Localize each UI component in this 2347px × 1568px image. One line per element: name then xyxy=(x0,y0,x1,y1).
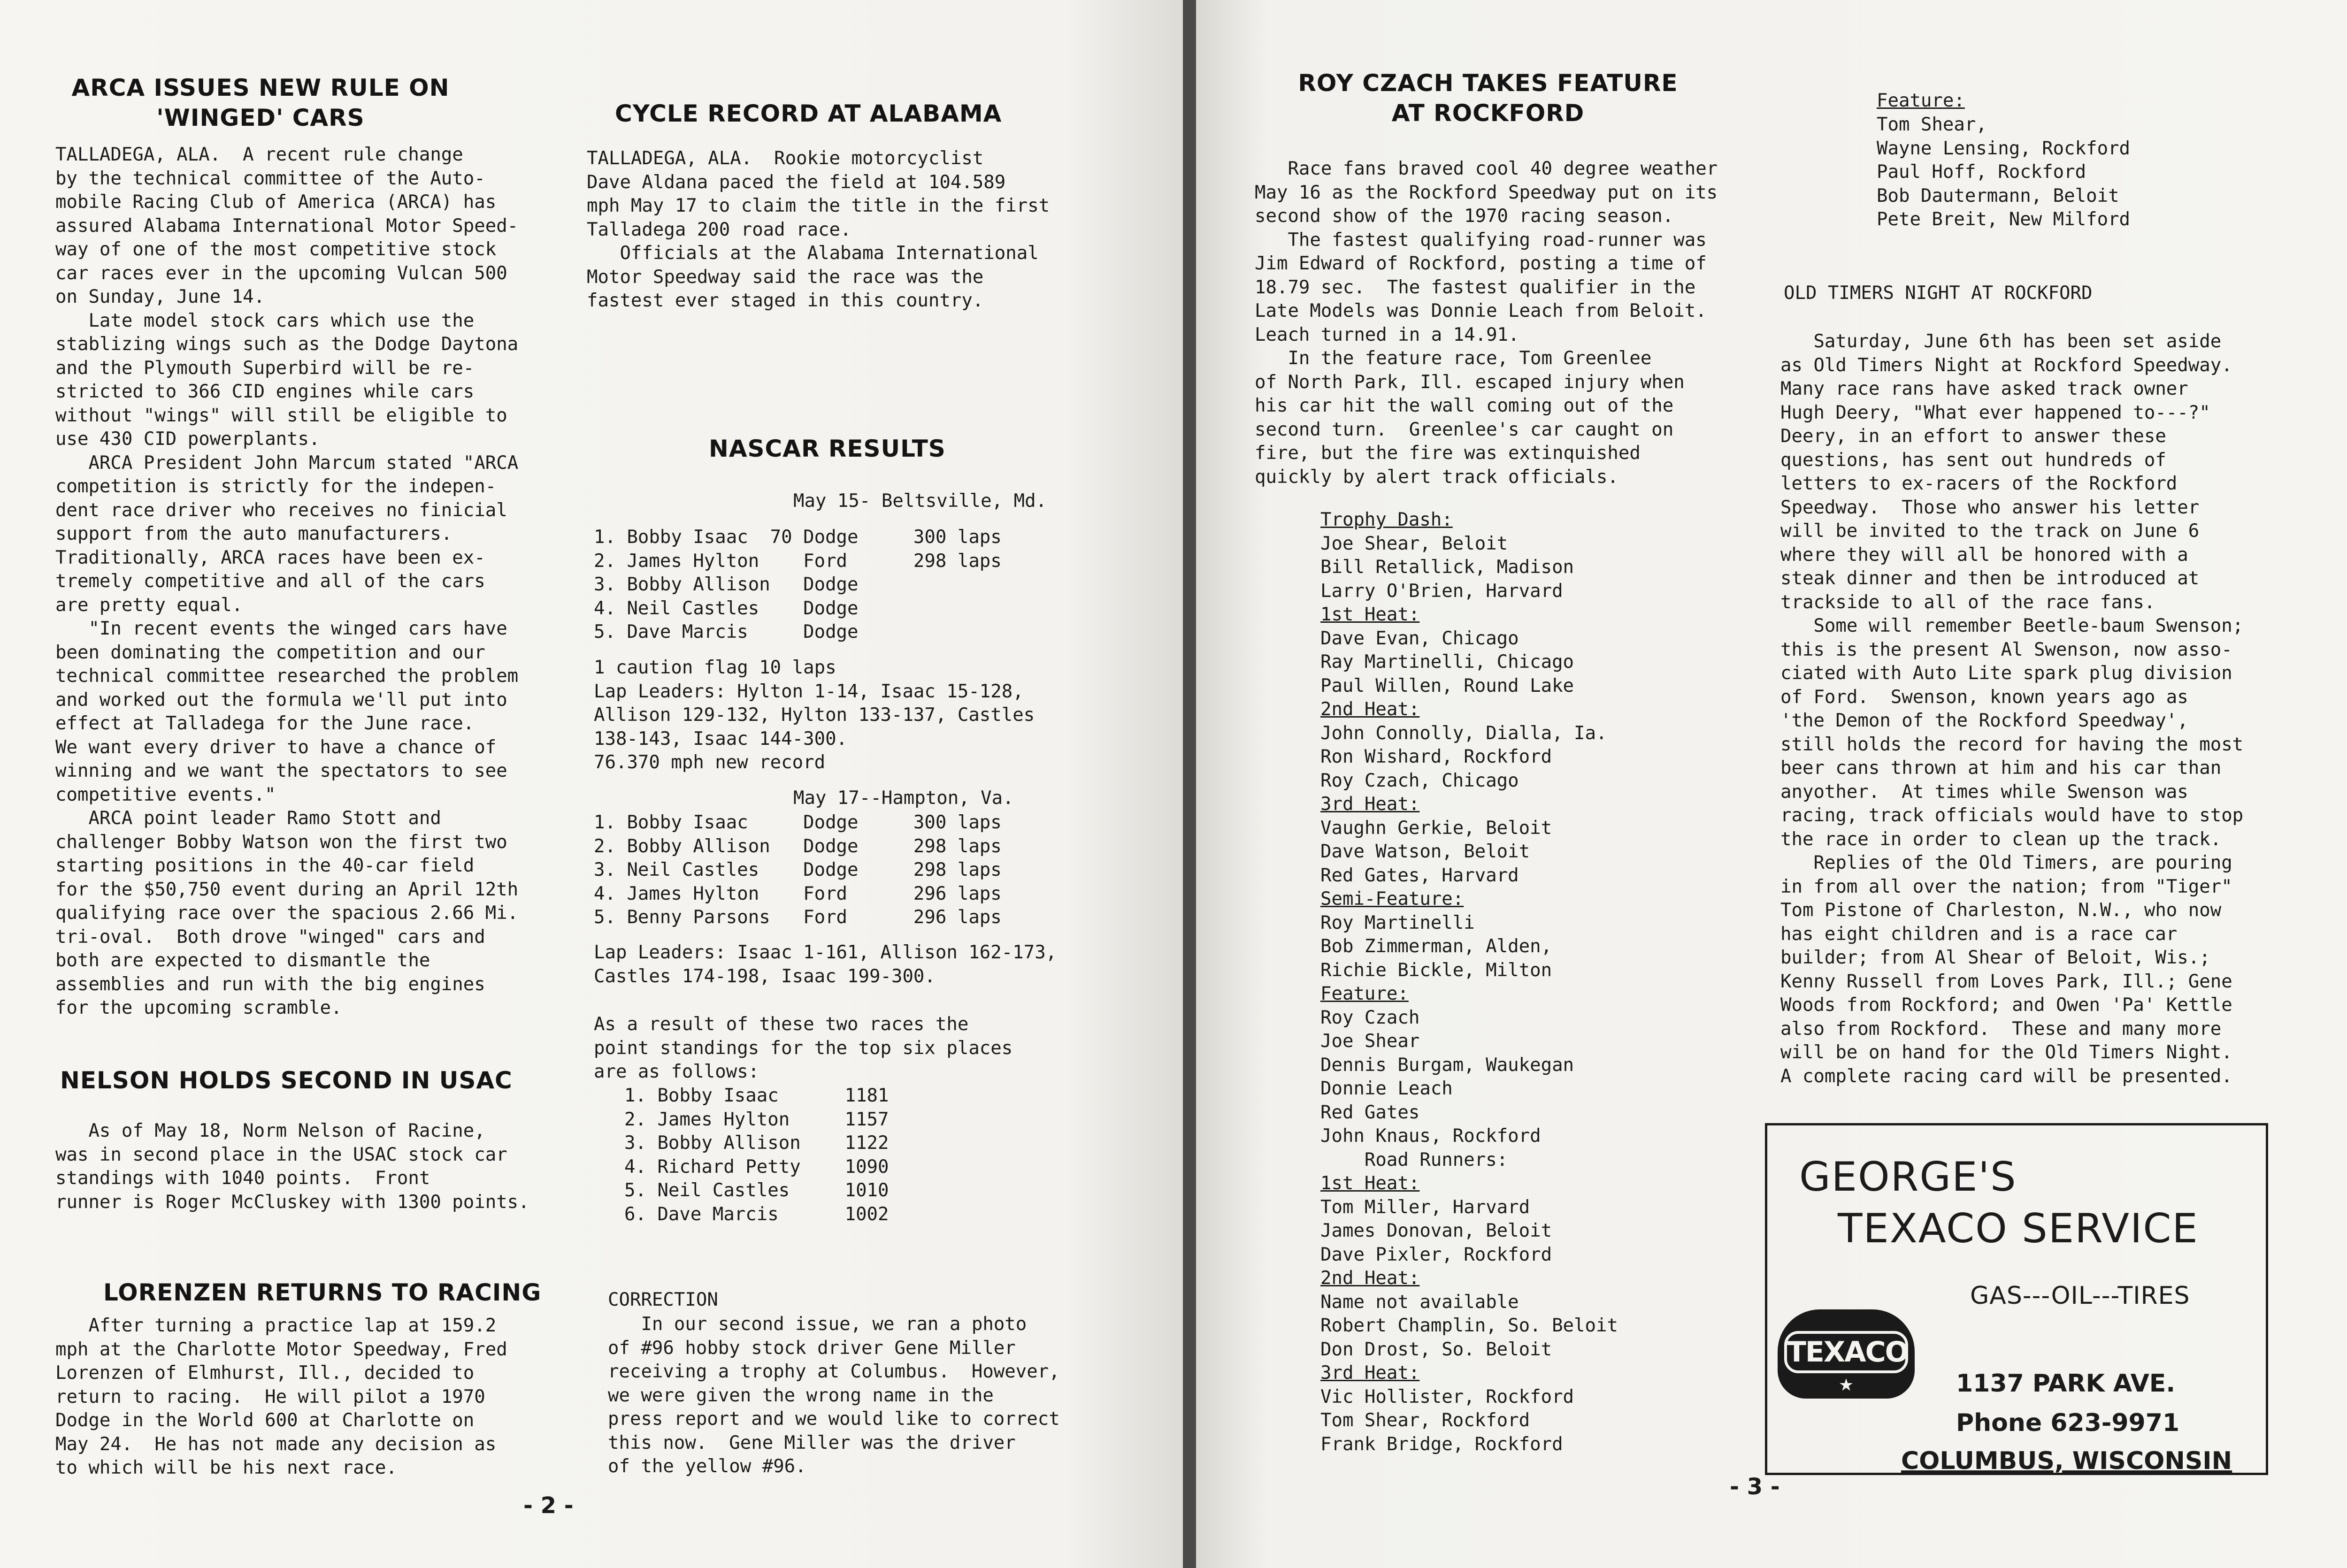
text-line: mobile Racing Club of America (ARCA) has xyxy=(55,191,497,213)
text-line: of North Park, Ill. escaped injury when xyxy=(1255,371,1685,393)
oldtimers-headline: OLD TIMERS NIGHT AT ROCKFORD xyxy=(1784,283,2093,304)
results-heading: 3rd Heat: xyxy=(1320,794,1420,815)
text-line: stricted to 366 CID engines while cars xyxy=(55,381,475,402)
results-entry: Bill Retallick, Madison xyxy=(1320,557,1574,578)
correction-article xyxy=(608,1313,1171,1479)
results-entry: Dave Watson, Beloit xyxy=(1320,841,1530,862)
text-line: are as follows: xyxy=(594,1061,759,1082)
results-entry: Don Drost, So. Beloit xyxy=(1320,1339,1552,1360)
arca-article xyxy=(55,143,572,1020)
texaco-logo-icon xyxy=(1778,1309,1915,1399)
text-line: Late model stock cars which use the xyxy=(55,310,475,331)
text-line: In the feature race, Tom Greenlee xyxy=(1255,348,1652,369)
ad-title-line2: TEXACO SERVICE xyxy=(1838,1205,2199,1252)
text-line: As of May 18, Norm Nelson of Racine, xyxy=(55,1120,485,1141)
results-entry: Road Runners: xyxy=(1320,1149,1508,1170)
text-line: Wayne Lensing, Rockford xyxy=(1877,138,2131,159)
text-line: Officials at the Alabama International xyxy=(587,243,1039,264)
text-line: May 16 as the Rockford Speedway put on its xyxy=(1255,182,1718,203)
text-line: 2. James Hylton Ford 298 laps xyxy=(594,550,1002,572)
text-line: for the $50,750 event during an April 12th xyxy=(55,879,519,900)
text-line: will be on hand for the Old Timers Night. xyxy=(1780,1042,2232,1063)
binding-gutter xyxy=(1183,0,1196,1568)
text-line: and the Plymouth Superbird will be re- xyxy=(55,357,475,379)
text-line: Tom Shear, xyxy=(1877,114,1987,135)
text-line: also from Rockford. These and many more xyxy=(1780,1018,2222,1040)
text-line: A complete racing card will be presented. xyxy=(1780,1065,2232,1087)
text-line: 2. Bobby Allison Dodge 298 laps xyxy=(594,835,1002,857)
text-line: 5. Neil Castles 1010 xyxy=(624,1180,889,1201)
text-line: Leach turned in a 14.91. xyxy=(1255,324,1519,345)
text-line: 1. Bobby Isaac 70 Dodge 300 laps xyxy=(594,527,1002,548)
text-line: racing, track officials would have to stop xyxy=(1780,805,2244,826)
text-line: May 24. He has not made any decision as xyxy=(55,1433,497,1455)
results-entry: Dennis Burgam, Waukegan xyxy=(1320,1054,1574,1076)
results-entry: Ron Wishard, Rockford xyxy=(1320,746,1552,767)
text-line: of the yellow #96. xyxy=(608,1456,806,1477)
text-line: Motor Speedway said the race was the xyxy=(587,266,984,288)
text-line: Talladega 200 road race. xyxy=(587,219,851,240)
nascar-race1-notes xyxy=(594,656,1035,775)
text-line: TALLADEGA, ALA. Rookie motorcyclist xyxy=(587,148,984,169)
text-line: Jim Edward of Rockford, posting a time of xyxy=(1255,253,1707,274)
nascar-race1-title: May 15- Beltsville, Md. xyxy=(793,490,1047,512)
text-line: are pretty equal. xyxy=(55,594,243,616)
text-line: receiving a trophy at Columbus. However, xyxy=(608,1361,1060,1382)
text-line: fastest ever staged in this country. xyxy=(587,290,984,311)
results-entry: John Connolly, Dialla, Ia. xyxy=(1320,722,1607,744)
text-line: tri-oval. Both drove "winged" cars and xyxy=(55,926,485,948)
text-line: letters to ex-racers of the Rockford xyxy=(1780,473,2178,494)
text-line: Hugh Deery, "What ever happened to---?" xyxy=(1780,402,2210,423)
text-line: point standings for the top six places xyxy=(594,1037,1013,1059)
text-line: the race in order to clean up the track. xyxy=(1780,828,2222,850)
text-line: 3. Bobby Allison Dodge xyxy=(594,574,859,595)
texaco-logo-text: TEXACO xyxy=(1784,1331,1908,1373)
text-line: was in second place in the USAC stock car xyxy=(55,1144,507,1165)
text-line: Race fans braved cool 40 degree weather xyxy=(1255,158,1718,179)
results-entry: Vic Hollister, Rockford xyxy=(1320,1386,1574,1407)
text-line: Traditionally, ARCA races have been ex- xyxy=(55,547,485,568)
text-line: this now. Gene Miller was the driver xyxy=(608,1432,1016,1453)
text-line: challenger Bobby Watson won the first two xyxy=(55,831,507,853)
czach-results xyxy=(1320,508,1696,1456)
text-line: winning and we want the spectators to see xyxy=(55,760,507,781)
results-entry: Roy Martinelli xyxy=(1320,912,1475,933)
text-line: Woods from Rockford; and Owen 'Pa' Kettle xyxy=(1780,994,2232,1016)
ad-products: GAS---OIL---TIRES xyxy=(1970,1282,2190,1310)
lorenzen-article xyxy=(55,1314,572,1480)
text-line: tremely competitive and all of the cars xyxy=(55,571,485,592)
ad-phone: Phone 623-9971 xyxy=(1956,1409,2180,1437)
text-line: 5. Benny Parsons Ford 296 laps xyxy=(594,907,1002,928)
text-line: competition is strictly for the indepen- xyxy=(55,476,497,497)
text-line: and worked out the formula we'll put into xyxy=(55,689,507,711)
text-line: assemblies and run with the big engines xyxy=(55,973,485,995)
ad-title-line1: GEORGE'S xyxy=(1799,1154,2017,1201)
text-line: Bob Dautermann, Beloit xyxy=(1877,185,2119,207)
text-line: way of one of the most competitive stock xyxy=(55,239,497,260)
text-line: questions, has sent out hundreds of xyxy=(1780,449,2166,471)
text-line: use 430 CID powerplants. xyxy=(55,428,320,450)
results-heading: Semi-Feature: xyxy=(1320,888,1464,910)
text-line: TALLADEGA, ALA. A recent rule change xyxy=(55,144,463,165)
text-line: runner is Roger McCluskey with 1300 points. xyxy=(55,1191,529,1213)
text-line: Lorenzen of Elmhurst, Ill., decided to xyxy=(55,1362,475,1384)
text-line: 4. James Hylton Ford 296 laps xyxy=(594,883,1002,904)
results-heading: 1st Heat: xyxy=(1320,604,1420,625)
text-line: Allison 129-132, Hylton 133-137, Castles xyxy=(594,704,1035,726)
results-entry: Joe Shear xyxy=(1320,1031,1420,1052)
nascar-race2-title: May 17--Hampton, Va. xyxy=(793,788,1014,809)
text-line: starting positions in the 40-car field xyxy=(55,855,475,876)
text-line: 4. Richard Petty 1090 xyxy=(624,1156,889,1178)
text-line: steak dinner and then be introduced at xyxy=(1780,568,2200,589)
text-line: trackside to all of the race fans. xyxy=(1780,591,2155,613)
text-line: mph May 17 to claim the title in the first xyxy=(587,195,1050,216)
results-entry: Paul Willen, Round Lake xyxy=(1320,675,1574,696)
text-line: fire, but the fire was extinquished xyxy=(1255,443,1641,464)
results-entry: Joe Shear, Beloit xyxy=(1320,533,1508,554)
text-line: Pete Breit, New Milford xyxy=(1877,209,2131,230)
text-line: by the technical committee of the Auto- xyxy=(55,168,485,189)
text-line: assured Alabama International Motor Speed- xyxy=(55,215,519,237)
text-line: Kenny Russell from Loves Park, Ill.; Gene xyxy=(1780,971,2232,992)
text-line: quickly by alert track officials. xyxy=(1255,466,1618,488)
nascar-race1-results xyxy=(594,526,1002,644)
text-line: on Sunday, June 14. xyxy=(55,286,265,307)
text-line: 76.370 mph new record xyxy=(594,752,826,773)
text-line: support from the auto manufacturers. xyxy=(55,523,453,544)
text-line: ARCA point leader Ramo Stott and xyxy=(55,808,441,829)
results-entry: Larry O'Brien, Harvard xyxy=(1320,580,1563,602)
text-line: In our second issue, we ran a photo xyxy=(608,1314,1027,1335)
text-line: ARCA President John Marcum stated "ARCA xyxy=(55,452,519,474)
text-line: effect at Talladega for the June race. xyxy=(55,713,475,734)
text-line: for the upcoming scramble. xyxy=(55,997,342,1018)
text-line: builder; from Al Shear of Beloit, Wis.; xyxy=(1780,947,2210,968)
text-line: where they will all be honored with a xyxy=(1780,544,2188,566)
czach-article xyxy=(1255,157,1771,489)
results-heading: Trophy Dash: xyxy=(1320,509,1453,530)
text-line: mph at the Charlotte Motor Speedway, Fred xyxy=(55,1339,507,1360)
text-line: to which will be his next race. xyxy=(55,1457,397,1478)
text-line: 6. Dave Marcis 1002 xyxy=(624,1203,889,1225)
results-entry: Robert Champlin, So. Beloit xyxy=(1320,1315,1618,1336)
results-heading: 2nd Heat: xyxy=(1320,1268,1420,1289)
text-line: 1. Bobby Isaac 1181 xyxy=(624,1085,889,1106)
results-entry: Tom Miller, Harvard xyxy=(1320,1196,1530,1218)
text-line: 4. Neil Castles Dodge xyxy=(594,597,859,619)
text-line: "In recent events the winged cars have xyxy=(55,618,507,639)
text-line: 1. Bobby Isaac Dodge 300 laps xyxy=(594,812,1002,833)
text-line: this is the present Al Swenson, now asso- xyxy=(1780,639,2232,660)
results-entry: Name not available xyxy=(1320,1291,1519,1313)
text-line: 'the Demon of the Rockford Speedway', xyxy=(1780,710,2188,731)
results-entry: Red Gates, Harvard xyxy=(1320,864,1519,886)
feature2-results xyxy=(1877,113,2130,232)
results-entry: Richie Bickle, Milton xyxy=(1320,959,1552,981)
text-line: both are expected to dismantle the xyxy=(55,950,430,971)
text-line: anyother. At times while Swenson was xyxy=(1780,781,2188,803)
cycle-article xyxy=(587,147,1150,313)
ad-city: COLUMBUS, WISCONSIN xyxy=(1901,1447,2232,1475)
text-line: standings with 1040 points. Front xyxy=(55,1168,430,1189)
text-line: Late Models was Donnie Leach from Beloit. xyxy=(1255,300,1707,321)
text-line: second turn. Greenlee's car caught on xyxy=(1255,419,1674,440)
results-entry: James Donovan, Beloit xyxy=(1320,1220,1552,1241)
results-entry: Donnie Leach xyxy=(1320,1078,1453,1099)
text-line: The fastest qualifying road-runner was xyxy=(1255,229,1707,251)
nascar-standings-intro xyxy=(594,1013,1012,1084)
results-entry: Ray Martinelli, Chicago xyxy=(1320,651,1574,673)
text-line: we were given the wrong name in the xyxy=(608,1384,994,1406)
lorenzen-headline: LORENZEN RETURNS TO RACING xyxy=(103,1279,542,1306)
results-entry: Roy Czach xyxy=(1320,1007,1420,1028)
star-icon: ★ xyxy=(1838,1376,1854,1395)
nelson-headline: NELSON HOLDS SECOND IN USAC xyxy=(60,1067,513,1094)
results-heading: 3rd Heat: xyxy=(1320,1362,1420,1384)
arca-headline: ARCA ISSUES NEW RULE ON 'WINGED' CARS xyxy=(71,74,450,131)
text-line: ciated with Auto Lite spark plug division xyxy=(1780,663,2232,684)
ad-address: 1137 PARK AVE. xyxy=(1956,1369,2176,1398)
text-line: 3. Neil Castles Dodge 298 laps xyxy=(594,859,1002,880)
cycle-headline: CYCLE RECORD AT ALABAMA xyxy=(615,100,1002,127)
text-line: will be invited to the track on June 6 xyxy=(1780,520,2200,542)
feature2-heading: Feature: xyxy=(1877,90,1965,111)
text-line: 5. Dave Marcis Dodge xyxy=(594,621,859,642)
text-line: still holds the record for having the most xyxy=(1780,734,2244,755)
results-entry: Dave Pixler, Rockford xyxy=(1320,1244,1552,1265)
text-line: qualifying race over the spacious 2.66 Mi. xyxy=(55,903,519,924)
nascar-race2-results xyxy=(594,811,1002,930)
text-line: return to racing. He will pilot a 1970 xyxy=(55,1386,485,1407)
text-line: Saturday, June 6th has been set aside xyxy=(1780,331,2222,352)
text-line: 138-143, Isaac 144-300. xyxy=(594,728,848,750)
oldtimers-article xyxy=(1780,330,2344,1088)
text-line: technical committee researched the problem xyxy=(55,665,519,687)
results-entry: Frank Bridge, Rockford xyxy=(1320,1433,1563,1455)
text-line: of #96 hobby stock driver Gene Miller xyxy=(608,1337,1016,1359)
text-line: 2. James Hylton 1157 xyxy=(624,1109,889,1130)
results-heading: 1st Heat: xyxy=(1320,1173,1420,1194)
nascar-race2-notes xyxy=(594,941,1057,988)
text-line: his car hit the wall coming out of the xyxy=(1255,395,1674,416)
text-line: Many race rans have asked track owner xyxy=(1780,378,2188,399)
text-line: in from all over the nation; from "Tiger" xyxy=(1780,876,2232,897)
results-entry: Red Gates xyxy=(1320,1101,1420,1123)
text-line: Dave Aldana paced the field at 104.589 xyxy=(587,171,1006,193)
czach-headline: ROY CZACH TAKES FEATURE AT ROCKFORD xyxy=(1298,69,1678,127)
results-entry: Roy Czach, Chicago xyxy=(1320,770,1519,791)
text-line: Some will remember Beetle-baum Swenson; xyxy=(1780,615,2244,636)
page-number-right: - 3 - xyxy=(1730,1474,1780,1500)
text-line: We want every driver to have a chance of xyxy=(55,736,497,758)
text-line: Dodge in the World 600 at Charlotte on xyxy=(55,1410,475,1431)
text-line: Lap Leaders: Isaac 1-161, Allison 162-173, xyxy=(594,942,1057,963)
text-line: press report and we would like to correct xyxy=(608,1408,1060,1430)
nascar-headline: NASCAR RESULTS xyxy=(709,435,946,462)
text-line: of Ford. Swenson, known years ago as xyxy=(1780,686,2188,708)
results-heading: Feature: xyxy=(1320,983,1409,1004)
text-line: car races ever in the upcoming Vulcan 500 xyxy=(55,262,507,284)
text-line: stablizing wings such as the Dodge Daytona xyxy=(55,334,519,355)
text-line: competitive events." xyxy=(55,784,276,805)
results-entry: Dave Evan, Chicago xyxy=(1320,627,1519,649)
text-line: 3. Bobby Allison 1122 xyxy=(624,1132,889,1154)
text-line: has eight children and is a race car xyxy=(1780,923,2178,945)
text-line: as Old Timers Night at Rockford Speedway. xyxy=(1780,354,2232,376)
text-line: 1 caution flag 10 laps xyxy=(594,657,836,678)
text-line: Tom Pistone of Charleston, N.W., who now xyxy=(1780,900,2222,921)
text-line: second show of the 1970 racing season. xyxy=(1255,206,1674,227)
georges-texaco-ad xyxy=(1765,1123,2268,1475)
text-line: Deery, in an effort to answer these xyxy=(1780,426,2166,447)
text-line: been dominating the competition and our xyxy=(55,642,485,663)
results-entry: Vaughn Gerkie, Beloit xyxy=(1320,817,1552,839)
correction-title: CORRECTION xyxy=(608,1289,718,1310)
text-line: 18.79 sec. The fastest qualifier in the xyxy=(1255,276,1696,298)
text-line: As a result of these two races the xyxy=(594,1014,969,1035)
text-line: Speedway. Those who answer his letter xyxy=(1780,497,2200,518)
text-line: Lap Leaders: Hylton 1-14, Isaac 15-128, xyxy=(594,681,1024,702)
text-line: Paul Hoff, Rockford xyxy=(1877,161,2086,183)
results-entry: John Knaus, Rockford xyxy=(1320,1125,1541,1147)
text-line: without "wings" will still be eligible to xyxy=(55,405,507,426)
text-line: After turning a practice lap at 159.2 xyxy=(55,1315,497,1336)
results-heading: 2nd Heat: xyxy=(1320,699,1420,720)
text-line: Replies of the Old Timers, are pouring xyxy=(1780,852,2232,873)
results-entry: Bob Zimmerman, Alden, xyxy=(1320,936,1552,957)
nascar-standings xyxy=(624,1084,889,1226)
text-line: beer cans thrown at him and his car than xyxy=(1780,757,2222,779)
text-line: dent race driver who receives no finicial xyxy=(55,499,507,521)
nelson-article xyxy=(55,1119,572,1214)
results-entry: Tom Shear, Rockford xyxy=(1320,1410,1530,1431)
page-number-left: - 2 - xyxy=(523,1492,574,1519)
text-line: Castles 174-198, Isaac 199-300. xyxy=(594,965,936,987)
